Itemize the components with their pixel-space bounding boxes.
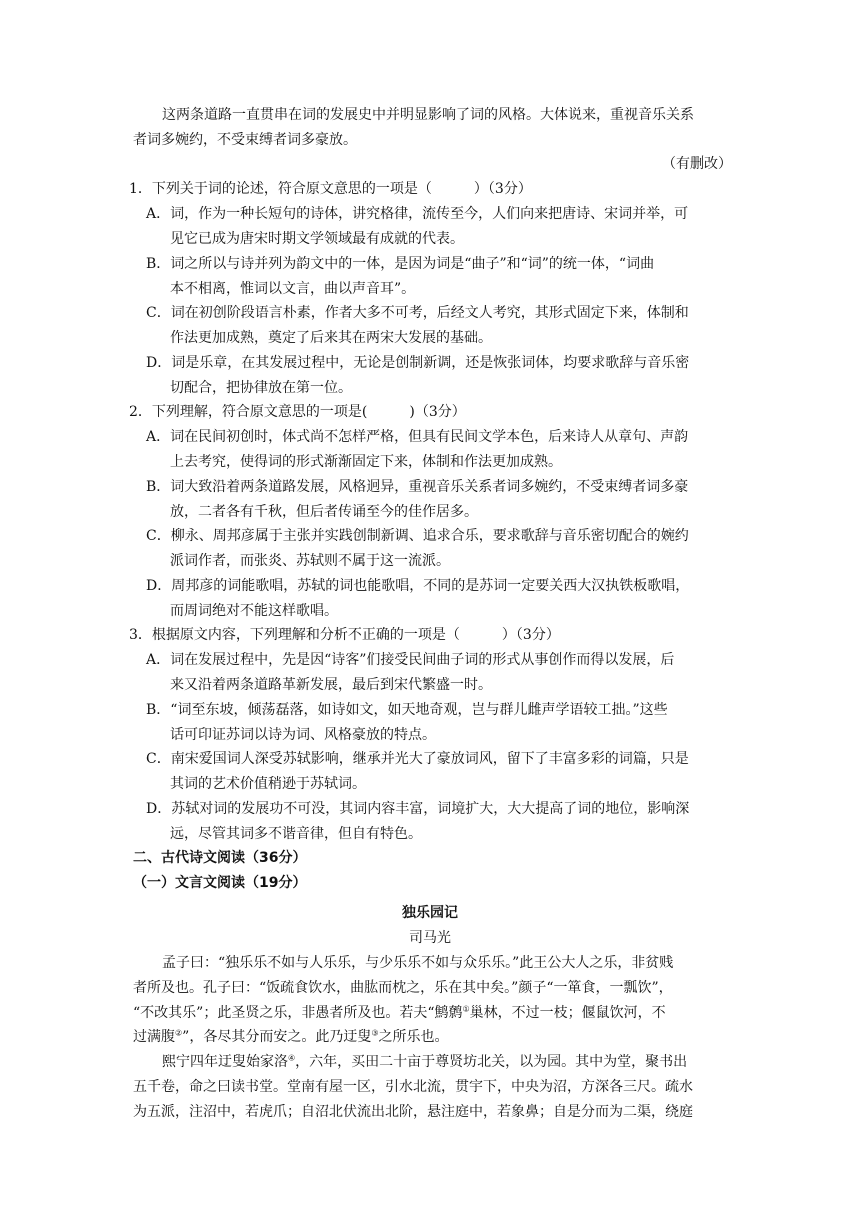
q2-option-c-line-1: C．柳永、周邦彦属于主张并实践创制新调、追求合乐，要求歌辞与音乐密切配合的婉约 bbox=[146, 528, 689, 544]
q2-option-b-line-1: B．词大致沿着两条道路发展，风格迥异，重视音乐关系者词多婉约，不受束缚者词多豪 bbox=[146, 479, 689, 495]
q1-option-b-line-2: 本不相离，惟词以文言，曲以声音耳”。 bbox=[170, 281, 416, 297]
q1-option-a-line-1: A．词，作为一种长短句的诗体，讲究格律，流传至今，人们向来把唐诗、宋词并举，可 bbox=[146, 206, 689, 222]
footnote-marker-1: ① bbox=[462, 1004, 470, 1014]
passage-p2-line-3: 为五派，注沼中，若虎爪；自沼北伏流出北阶，悬注庭中，若象鼻；自是分而为二渠，绕庭 bbox=[133, 1104, 693, 1120]
question-3-stem: 3．根据原文内容，下列理解和分析不正确的一项是（ ）（3分） bbox=[129, 627, 560, 643]
passage-p1-line-3: “不改其乐”；此圣贤之乐，非愚者所及也。若夫“鹪鹩①巢林，不过一枝；偃鼠饮河，不 bbox=[133, 1004, 666, 1021]
q2-option-b-line-2: 放，二者各有千秋，但后者传诵至今的佳作居多。 bbox=[170, 504, 478, 520]
q1-option-d-line-2: 切配合，把协律放在第一位。 bbox=[170, 380, 352, 396]
q3-option-d-line-2: 远，尽管其词多不谐音律，但自有特色。 bbox=[170, 826, 422, 842]
passage-p1-line-2: 者所及也。孔子曰：“饭疏食饮水，曲肱而枕之，乐在其中矣。”颜子“一箪食，一瓢饮”， bbox=[133, 980, 673, 996]
q1-option-c-line-2: 作法更加成熟，奠定了后来其在两宋大发展的基础。 bbox=[170, 330, 492, 346]
passage-p2-line-2: 五千卷，命之曰读书堂。堂南有屋一区，引水北流，贯宇下，中央为沼，方深各三尺。疏水 bbox=[133, 1079, 693, 1095]
q2-option-a-line-2: 上去考究，使得词的形式渐渐固定下来，体制和作法更加成熟。 bbox=[170, 454, 562, 470]
q3-option-b-line-2: 话可印证苏词以诗为词、风格豪放的特点。 bbox=[170, 727, 436, 743]
q2-option-d-line-1: D．周邦彦的词能歌唱，苏轼的词也能歌唱，不同的是苏词一定要关西大汉执铁板歌唱， bbox=[146, 578, 690, 594]
q3-option-a-line-1: A．词在发展过程中，先是因“诗客”们接受民间曲子词的形式从事创作而得以发展，后 bbox=[146, 652, 675, 668]
q3-option-a-line-2: 来又沿着两条道路革新发展，最后到宋代繁盛一时。 bbox=[170, 677, 492, 693]
footnote-marker-3: ③ bbox=[371, 1028, 379, 1038]
q2-option-c-line-2: 派词作者，而张炎、苏轼则不属于这一流派。 bbox=[170, 553, 450, 569]
q3-option-d-line-1: D．苏轼对词的发展功不可没，其词内容丰富，词境扩大，大大提高了词的地位，影响深 bbox=[146, 801, 690, 817]
question-2-stem: 2．下列理解，符合原文意思的一项是( )（3分） bbox=[129, 404, 466, 420]
source-note: （有删改） bbox=[662, 156, 732, 172]
q3-option-c-line-2: 其词的艺术价值稍逊于苏轼词。 bbox=[170, 776, 366, 792]
q1-option-d-line-1: D．词是乐章，在其发展过程中，无论是创制新调，还是恢张词体，均要求歌辞与音乐密 bbox=[146, 355, 690, 371]
q1-option-c-line-1: C．词在初创阶段语言朴素，作者大多不可考，后经文人考究，其形式固定下来，体制和 bbox=[146, 305, 689, 321]
section-heading: 二、古代诗文阅读（36分） bbox=[133, 850, 307, 866]
intro-paragraph-line-1: 这两条道路一直贯串在词的发展史中并明显影响了词的风格。大体说来，重视音乐关系 bbox=[162, 107, 694, 123]
passage-p1-line-1: 孟子曰：“独乐乐不如与人乐乐，与少乐乐不如与众乐乐。”此王公大人之乐，非贫贱 bbox=[162, 955, 674, 971]
question-1-stem: 1．下列关于词的论述，符合原文意思的一项是（ ）（3分） bbox=[129, 181, 532, 197]
q1-option-a-line-2: 见它已成为唐宋时期文学领域最有成就的代表。 bbox=[170, 231, 464, 247]
passage-p1-line-4: 过满腹②”，各尽其分而安之。此乃迂叟③之所乐也。 bbox=[133, 1028, 449, 1045]
q3-option-c-line-1: C．南宋爱国词人深受苏轼影响，继承并光大了豪放词风，留下了丰富多彩的词篇，只是 bbox=[146, 751, 689, 767]
q2-option-d-line-2: 而周词绝对不能这样歌唱。 bbox=[170, 603, 338, 619]
footnote-marker-2: ② bbox=[175, 1028, 183, 1038]
passage-p2-line-1: 熙宁四年迂叟始家洛④，六年，买田二十亩于尊贤坊北关，以为园。其中为堂，聚书出 bbox=[162, 1053, 688, 1070]
q2-option-a-line-1: A．词在民间初创时，体式尚不怎样严格，但具有民间文学本色，后来诗人从章句、声韵 bbox=[146, 429, 689, 445]
subsection-heading: （一）文言文阅读（19分） bbox=[133, 875, 307, 891]
q3-option-b-line-1: B．“词至东坡，倾荡磊落，如诗如文，如天地奇观，岂与群儿雌声学语较工拙。”这些 bbox=[146, 702, 668, 718]
intro-paragraph-line-2: 者词多婉约，不受束缚者词多豪放。 bbox=[133, 132, 357, 148]
passage-author: 司马光 bbox=[409, 930, 451, 946]
passage-title: 独乐园记 bbox=[402, 905, 458, 921]
footnote-marker-4: ④ bbox=[288, 1053, 296, 1063]
q1-option-b-line-1: B．词之所以与诗并列为韵文中的一体，是因为词是“曲子”和“词”的统一体，“词曲 bbox=[146, 256, 655, 272]
